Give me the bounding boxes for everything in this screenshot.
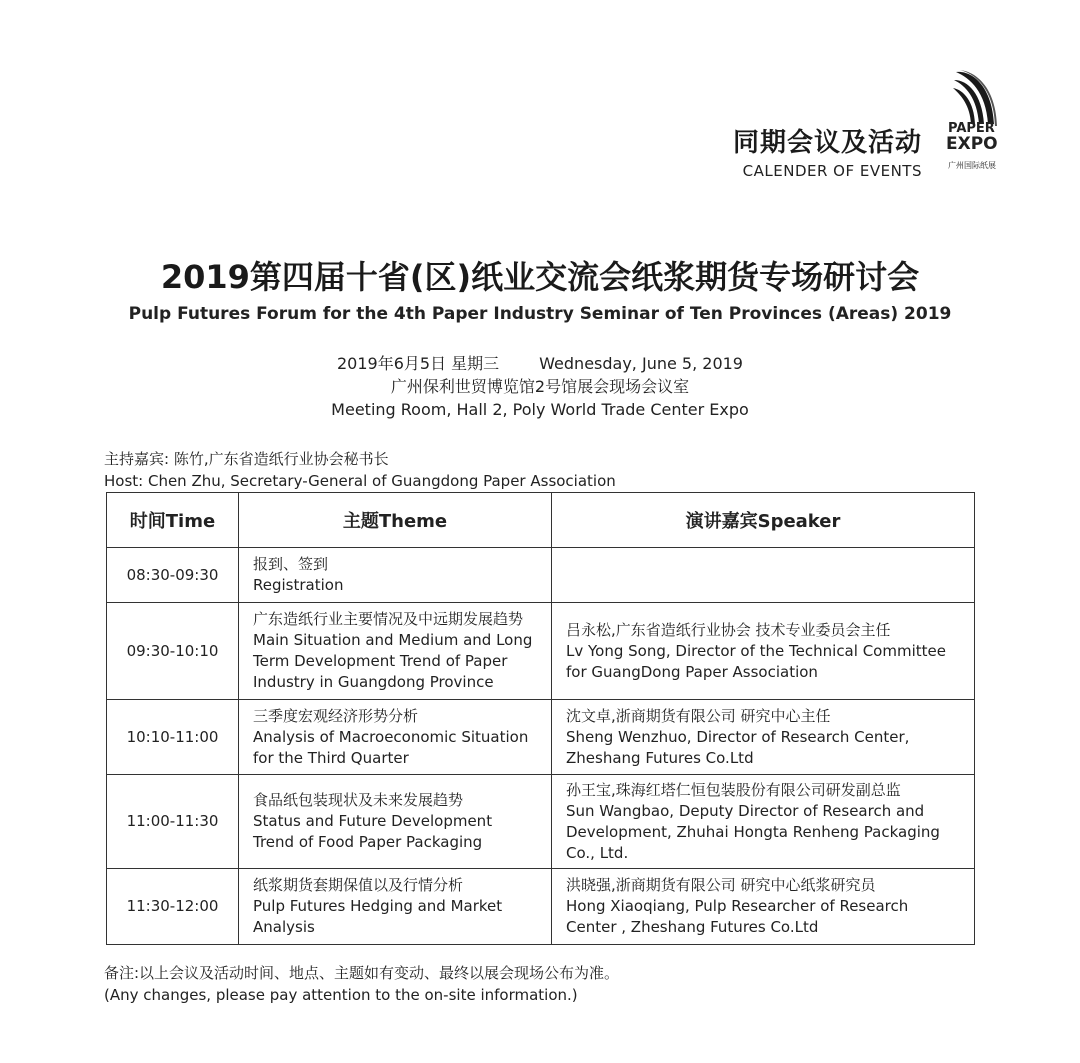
row-speaker [552,775,975,869]
event-date-line [0,352,1080,375]
theme-line: Trend of Food Paper Packaging [253,833,483,851]
speaker-line: Co., Ltd. [566,843,629,862]
theme-line: 广东造纸行业主要情况及中远期发展趋势 [253,610,524,628]
row-speaker [552,869,975,945]
row-theme [239,603,552,700]
host-cn: 主持嘉宾: 陈竹,广东省造纸行业协会秘书长 [104,450,389,468]
speaker-line: 吕永松,广东省造纸行业协会 技术专业委员会主任 [566,620,891,639]
paper-fan-logo-icon [952,68,998,128]
theme-line: Pulp Futures Hedging and Market [253,897,503,915]
speaker-line: 孙王宝,珠海红塔仁恒包装股份有限公司研发副总监 [566,780,901,799]
logo-expo-text: EXPO [946,134,998,154]
row-theme [239,548,552,603]
note-en: (Any changes, please pay attention to the on-site information.) [104,986,578,1004]
note-cn: 备注:以上会议及活动时间、地点、主题如有变动、最终以展会现场公布为准。 [104,964,620,982]
speaker-line: 沈文卓,浙商期货有限公司 研究中心主任 [566,706,831,725]
speaker-line: Center , Zheshang Futures Co.Ltd [566,918,819,936]
header-title-en: CALENDER OF EVENTS [742,162,922,180]
theme-line: for the Third Quarter [253,748,409,767]
row-time: 11:30-12:00 [107,869,239,945]
speaker-line: Development, Zhuhai Hongta Renheng Packaging [566,822,940,841]
table-row [107,869,975,945]
logo-sub-text: 广州国际纸展 [948,161,996,170]
speaker-line: Sun Wangbao, Deputy Director of Research and [566,801,925,820]
speaker-line: Lv Yong Song, Director of the Technical Committee [566,641,946,660]
event-date-cn: 2019年6月5日 星期三 [337,354,500,373]
theme-line: Registration [253,576,344,594]
row-speaker [552,548,975,603]
theme-line: Analysis of Macroeconomic Situation [253,727,529,746]
theme-line: Term Development Trend of Paper [253,652,508,670]
paper-expo-logo [934,68,1014,178]
row-time: 11:00-11:30 [107,775,239,869]
logo-paper-text: PAPER [948,121,995,136]
theme-line: 报到、签到 [253,555,329,573]
speaker-line: Zheshang Futures Co.Ltd [566,748,754,767]
row-theme [239,869,552,945]
row-time: 10:10-11:00 [107,700,239,775]
forum-title-cn: 2019第四届十省(区)纸业交流会纸浆期货专场研讨会 [160,258,920,296]
row-speaker [552,700,975,775]
speaker-line: for GuangDong Paper Association [566,662,818,681]
theme-line: 纸浆期货套期保值以及行情分析 [253,876,464,894]
theme-line: 食品纸包装现状及未来发展趋势 [253,791,464,809]
table-row [107,775,975,869]
row-time: 08:30-09:30 [107,548,239,603]
header-title-cn: 同期会议及活动 [732,128,922,158]
theme-line: Industry in Guangdong Province [253,673,494,691]
forum-title-en: Pulp Futures Forum for the 4th Paper Industry Seminar of Ten Provinces (Areas) 2019 [128,304,952,324]
theme-line: Status and Future Development [253,812,493,830]
header-time: 时间Time [107,493,239,548]
header-speaker: 演讲嘉宾Speaker [552,493,975,548]
table-row [107,603,975,700]
row-theme [239,700,552,775]
table-row [107,700,975,775]
theme-line: Main Situation and Medium and Long [253,631,533,649]
event-venue-cn: 广州保利世贸博览馆2号馆展会现场会议室 [390,377,690,396]
speaker-line: 洪晓强,浙商期货有限公司 研究中心纸浆研究员 [566,876,876,894]
schedule-table [106,492,975,945]
speaker-line: Sheng Wenzhuo, Director of Research Center, [566,727,910,746]
host-en: Host: Chen Zhu, Secretary-General of Guangdong Paper Association [104,472,616,490]
speaker-line: Hong Xiaoqiang, Pulp Researcher of Research [566,897,909,915]
header-text [733,122,922,180]
table-header-row [107,493,975,548]
table-row [107,548,975,603]
row-speaker [552,603,975,700]
host-info [104,448,616,492]
notes [104,962,619,1006]
theme-line: Analysis [253,918,315,936]
events-header [594,68,1014,178]
row-time: 09:30-10:10 [107,603,239,700]
row-theme [239,775,552,869]
event-date-en: Wednesday, June 5, 2019 [539,354,743,373]
event-venue-en: Meeting Room, Hall 2, Poly World Trade Center Expo [331,400,749,419]
header-theme: 主题Theme [239,493,552,548]
event-info [0,352,1080,421]
theme-line: 三季度宏观经济形势分析 [253,706,419,725]
